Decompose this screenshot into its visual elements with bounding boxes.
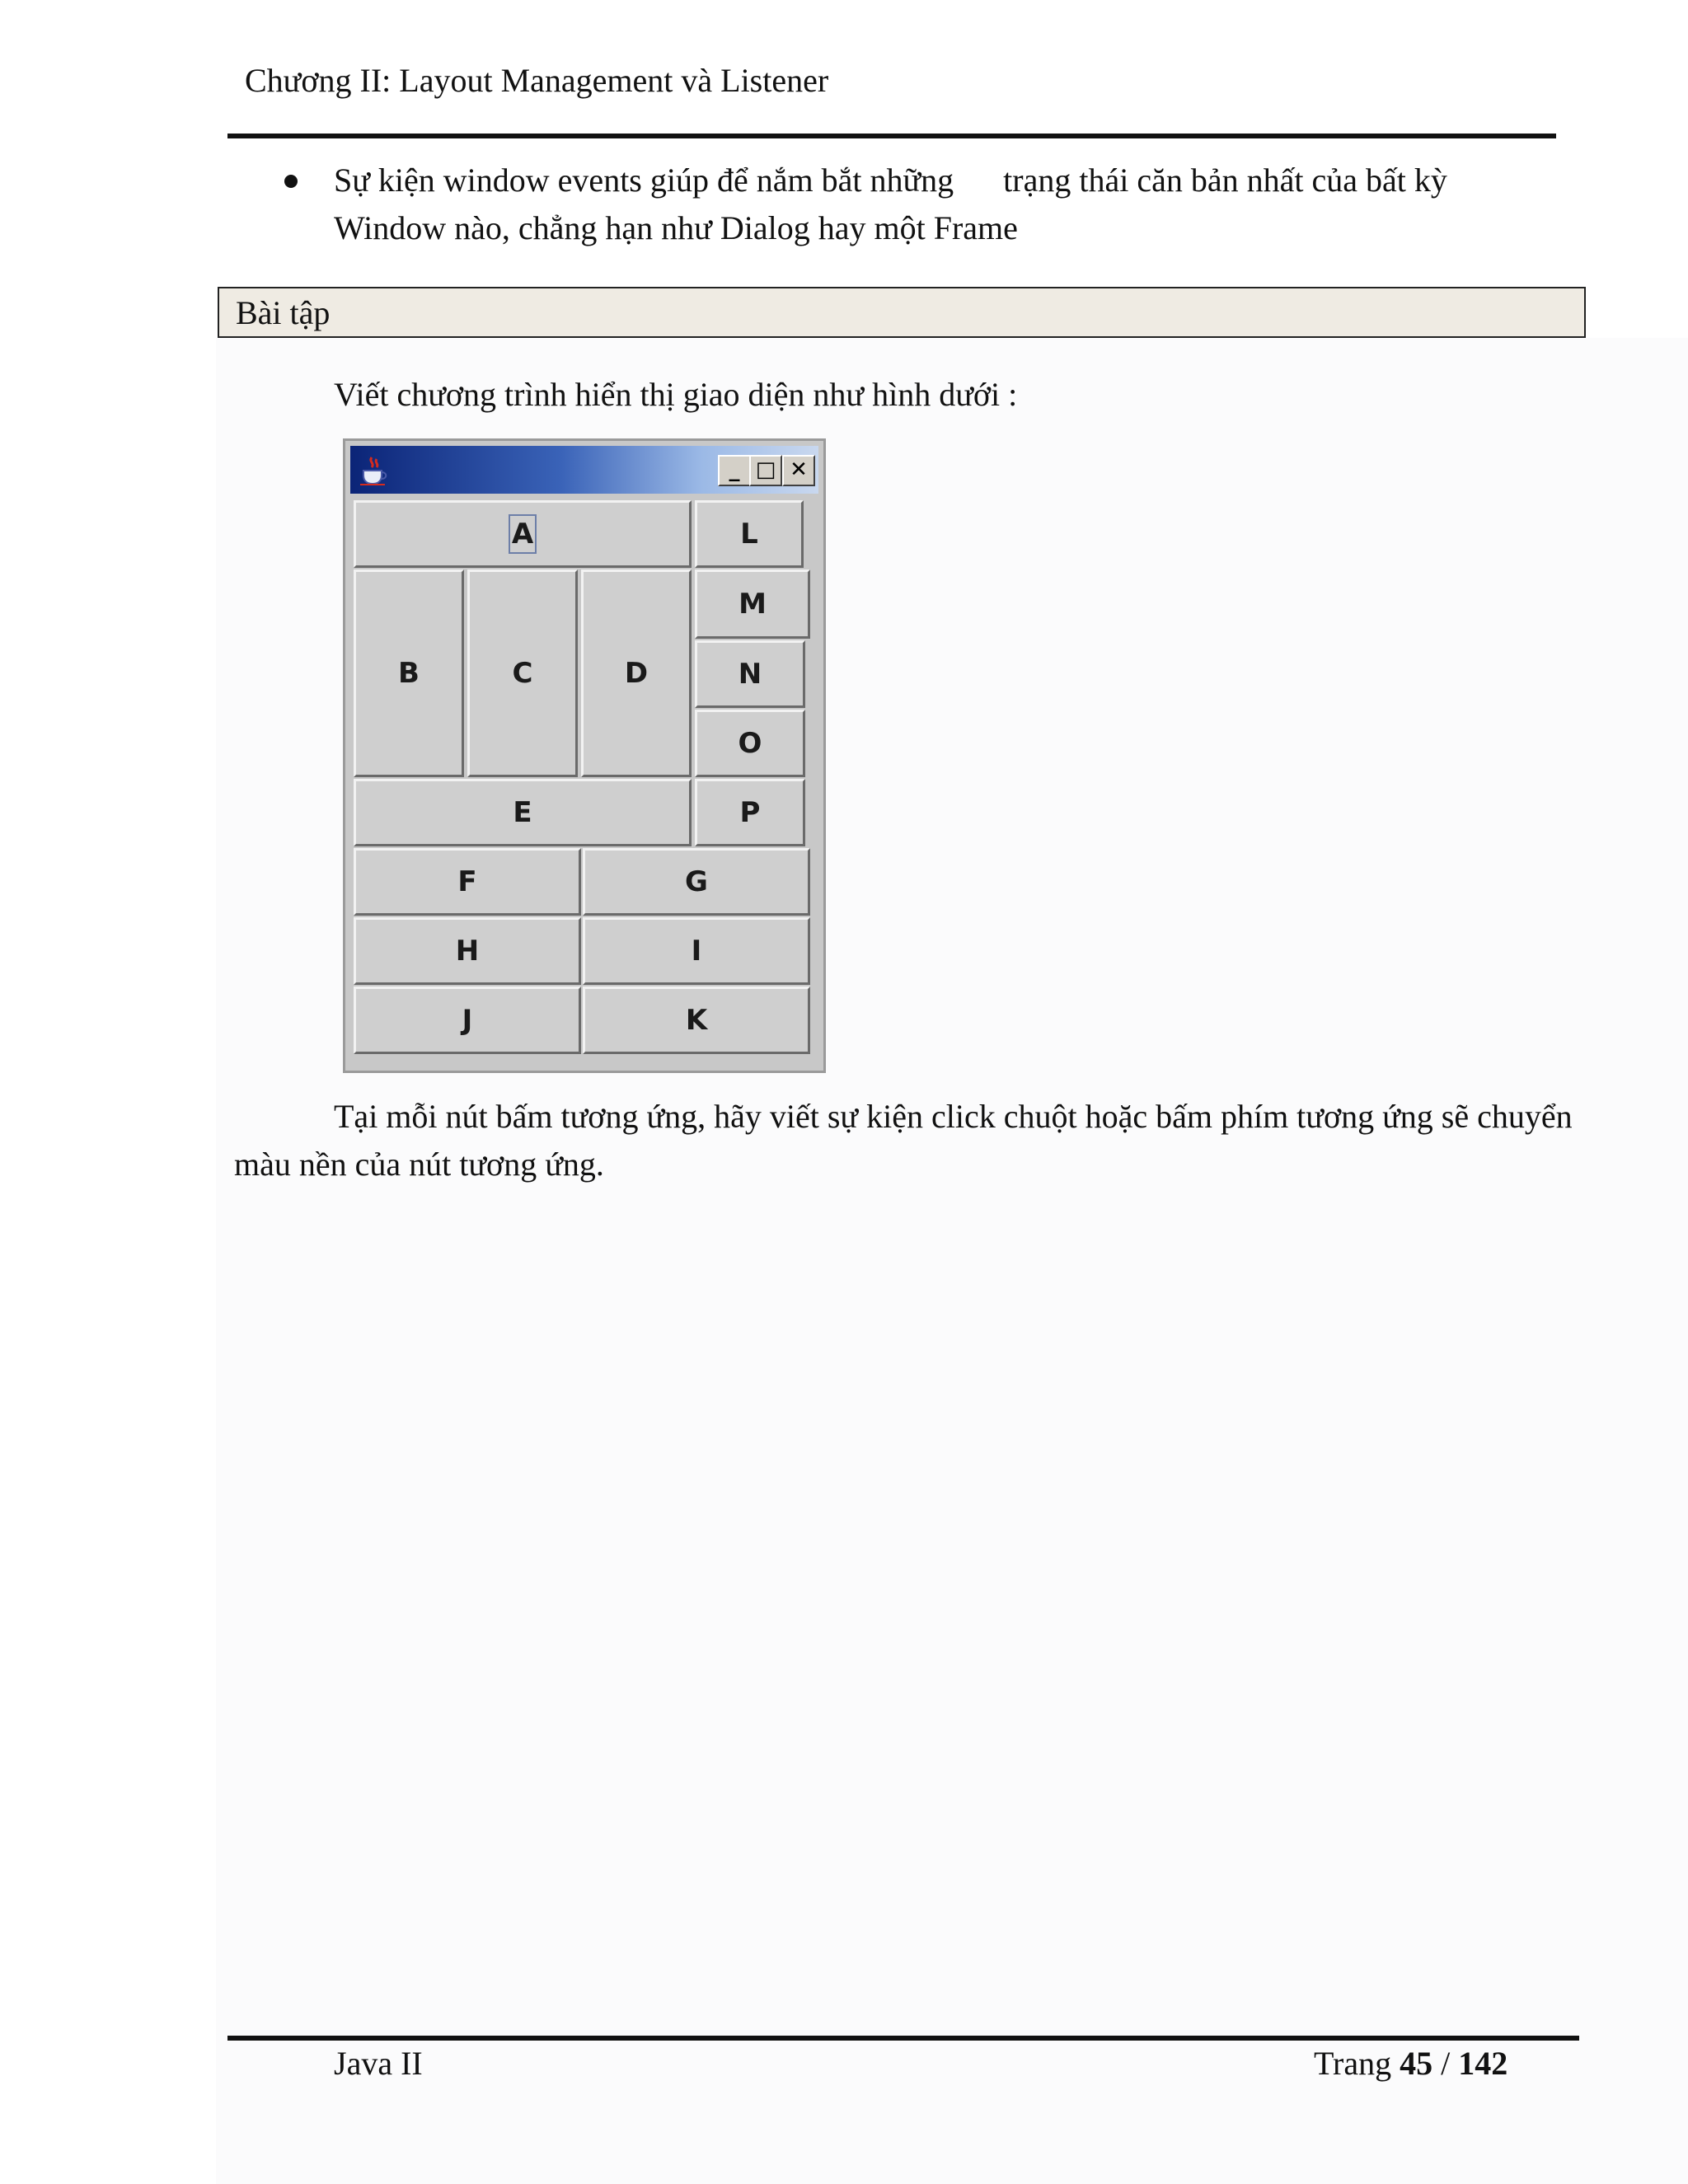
button-d[interactable] xyxy=(581,569,692,777)
button-k-label: K xyxy=(685,1004,708,1037)
button-c[interactable] xyxy=(467,569,578,777)
exercise-intro: Viết chương trình hiển thị giao diện như hình dưới : xyxy=(334,376,1018,413)
button-l-label: L xyxy=(740,518,758,551)
maximize-button[interactable]: □ xyxy=(749,455,782,486)
java-coffee-cup-icon xyxy=(357,454,390,487)
button-f[interactable] xyxy=(354,848,581,916)
button-l[interactable] xyxy=(695,500,804,568)
button-p-label: P xyxy=(739,796,761,829)
footer-rule xyxy=(227,2036,1579,2041)
button-p[interactable] xyxy=(695,779,805,846)
bullet-text-part1: Sự kiện window events giúp để nắm bắt những xyxy=(334,162,954,199)
button-m-label: M xyxy=(738,588,767,621)
button-a[interactable] xyxy=(354,500,692,568)
java-window-figure xyxy=(343,438,826,1073)
button-h-label: H xyxy=(455,935,480,968)
section-heading: Bài tập xyxy=(236,294,331,331)
page-total: 142 xyxy=(1458,2045,1508,2082)
button-j[interactable] xyxy=(354,987,581,1054)
button-o[interactable] xyxy=(695,710,805,777)
button-c-label: C xyxy=(512,657,533,690)
exercise-instruction: Tại mỗi nút bấm tương ứng, hãy viết sự kiện click chuột hoặc bấm phím tương ứng sẽ chuyển màu nền của nút tương ứng. xyxy=(234,1098,1573,1183)
bullet-text-part2: trạng thái căn bản nhất của bất kỳ Window nào, chẳng hạn như Dialog hay một Frame xyxy=(334,162,1447,246)
button-i[interactable] xyxy=(583,917,810,985)
button-d-label: D xyxy=(624,657,649,690)
button-n[interactable] xyxy=(695,640,805,708)
window-titlebar xyxy=(350,446,818,494)
button-k[interactable] xyxy=(583,987,810,1054)
chapter-title: Chương II: Layout Management và Listener xyxy=(245,62,829,99)
button-m[interactable] xyxy=(695,569,810,639)
footer-course: Java II xyxy=(334,2045,423,2082)
minimize-button[interactable]: _ xyxy=(718,455,751,486)
header-rule xyxy=(227,134,1556,138)
footer-page-number xyxy=(1314,2042,1507,2085)
close-button[interactable]: ✕ xyxy=(782,455,815,486)
button-i-label: I xyxy=(691,935,702,968)
button-g-label: G xyxy=(685,865,708,898)
button-j-label: J xyxy=(462,1004,473,1037)
page-current: 45 xyxy=(1400,2045,1433,2082)
button-e-label: E xyxy=(513,796,532,829)
button-b[interactable] xyxy=(354,569,464,777)
button-o-label: O xyxy=(738,727,762,760)
page-prefix: Trang xyxy=(1314,2045,1392,2082)
bullet-marker xyxy=(284,175,298,188)
button-g[interactable] xyxy=(583,848,810,916)
button-h[interactable] xyxy=(354,917,581,985)
button-e[interactable] xyxy=(354,779,692,846)
button-n-label: N xyxy=(738,658,762,691)
button-a-label: A xyxy=(511,518,534,551)
section-heading-box xyxy=(218,287,1586,338)
page-separator: / xyxy=(1441,2045,1451,2082)
bullet-text xyxy=(334,157,1554,252)
button-f-label: F xyxy=(457,865,477,898)
button-b-label: B xyxy=(398,657,420,690)
